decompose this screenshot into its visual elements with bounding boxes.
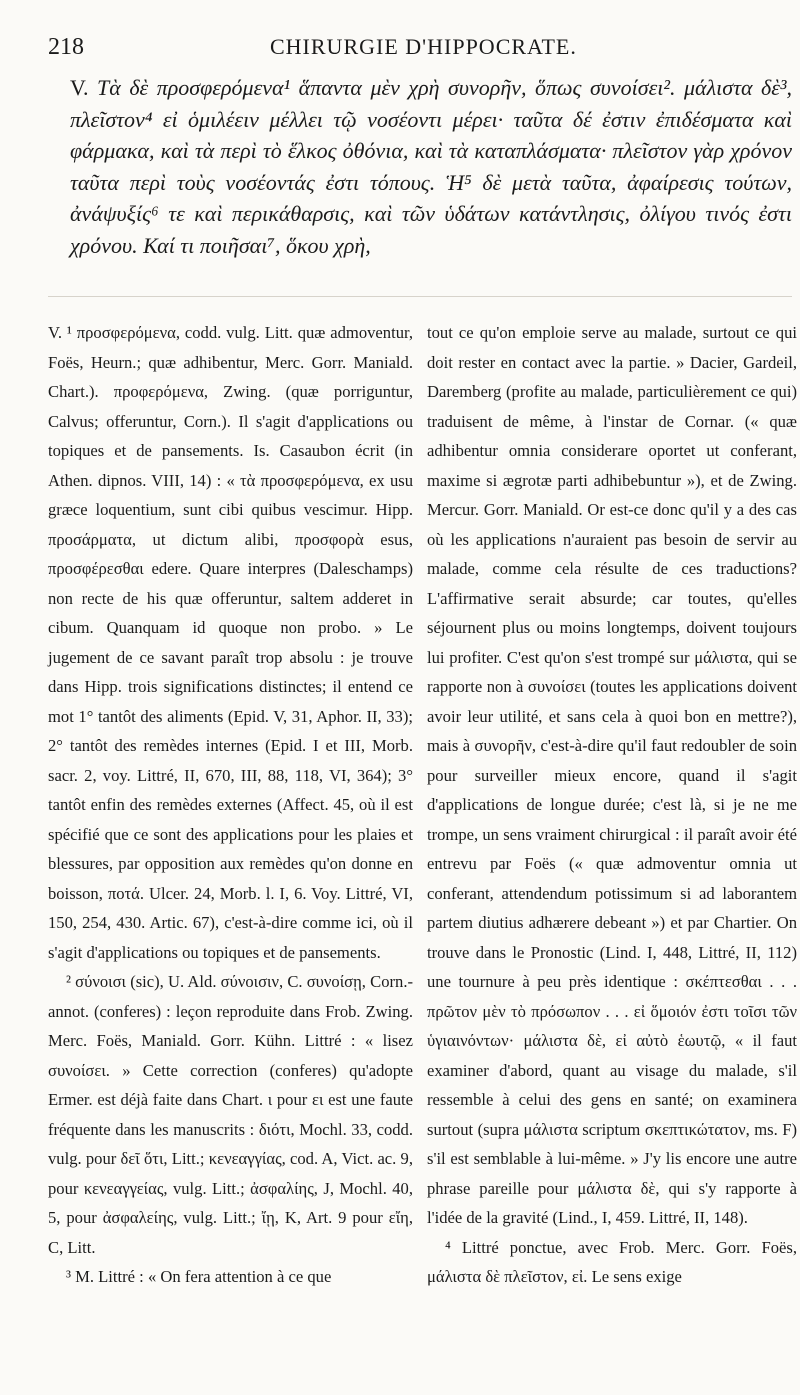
greek-main-text — [70, 72, 792, 261]
greek-paragraph: Τὰ δὲ προσφερόμενα¹ ἅπαντα μὲν χρὴ συνορῆν, ὅπως συνοίσει². μάλιστα δὲ³, πλεῖστον⁴ εἰ ὁμιλέειν μέλλει τῷ νοσέοντι μέρει· ταῦτα δέ ἐστιν ἐπιδέσματα καὶ φάρμακα, καὶ τὰ περὶ τὸ ἕλκος ὀθόνια, καὶ τὰ καταπλάσματα· πλεῖστον γὰρ χρόνον ταῦτα περὶ τοὺς νοσέοντάς ἐστι τόπους. Ἡ⁵ δὲ μετὰ ταῦτα, ἀφαίρεσις τούτων, ἀνάψυξίς⁶ τε καὶ περικάθαρσις, καὶ τῶν ὑδάτων κατάντλησις, ὀλίγου τινός ἐστι χρόνου. Καί τι ποιῆσαι⁷, ὅκου χρὴ, — [70, 75, 792, 258]
notes-right-column — [427, 318, 797, 1292]
divider — [48, 296, 792, 297]
note-paragraph: ³ M. Littré : « On fera attention à ce que — [66, 1267, 332, 1286]
note-paragraph: ² σύνοισι (sic), U. Ald. σύνοισιν, C. συνοίσῃ, Corn.-annot. (conferes) : leçon reproduite dans Frob. Zwing. Merc. Foës, Maniald. Gorr. Kühn. Littré : « lisez συνοίσει. » Cette correction (conferes) qu'adopte Ermer. est déjà faite dans Chart. ι pour ει est une faute fréquente dans les manuscrits : διότι, Mochl. 33, codd. vulg. pour δεῖ ὅτι, Litt.; κενεαγγίας, cod. A, Vict. ac. 9, pour κενεαγγείας, vulg. Litt.; ἀσφαλίης, J, Mochl. 40, 5, pour ἀσφαλείης, vulg. Litt.; ἴῃ, K, Art. 9 pour εἴη, C, Litt. — [48, 972, 413, 1257]
section-number: V. — [70, 75, 98, 100]
note-paragraph: tout ce qu'on emploie serve au malade, surtout ce qui doit rester en contact avec la partie. » Dacier, Gardeil, Daremberg (profite au malade, particulièrement ce qui) traduisent de même, à l'instar de Cornar. (« quæ adhibentur omnia considerare oportet ut conferant, maxime si ægrotæ parti adhibebuntur »), et de Zwing. Mercur. Gorr. Maniald. Or est-ce donc qu'il y a des cas où les applications n'auraient pas besoin de servir au malade, comme cela résulte de ces traductions? L'affirmative serait absurde; car toutes, qu'elles séjournent plus ou moins longtemps, doivent toujours lui profiter. C'est qu'on s'est trompé sur μάλιστα, qui se rapporte non à συνοίσει (toutes les applications doivent avoir leur utilité, et sans cela à quoi bon en mettre?), mais à συνορῆν, c'est-à-dire qu'il faut redoubler de soin pour surveiller mieux encore, quand il s'agit d'applications de longue durée; c'est là, si je ne me trompe, un sens vraiment chirurgical : il paraît avoir été entrevu par Foës (« quæ admoventur omnia ut conferant, attendendum potissimum si ad laborantem partem diutius adhærere debeant ») et par Chartier. On trouve dans le Pronostic (Lind. I, 448, Littré, II, 112) une tournure à peu près identique : σκέπτεσθαι . . . πρῶτον μὲν τὸ πρόσωπον . . . εἰ ὅμοιόν ἐστι τοῖσι τῶν ὑγιαινόντων· μάλιστα δὲ, εἰ αὐτὸ ἑωυτῷ, « il faut examiner d'abord, quant au visage du malade, s'il ressemble à celui des gens en santé; on examinera surtout (supra μάλιστα scriptum σκεπτικώτατον, ms. F) s'il est semblable à lui-même. » J'y lis encore une autre phrase pareille pour μάλιστα δὲ, qui s'y rapporte à l'idée de la gravité (Lind., I, 459. Littré, II, 148). — [427, 323, 797, 1227]
notes-left-column — [48, 318, 413, 1292]
page-number: 218 — [48, 34, 84, 60]
note-paragraph: ⁴ Littré ponctue, avec Frob. Merc. Gorr. Foës, μάλιστα δὲ πλεῖστον, εἰ. Le sens exige — [427, 1237, 797, 1286]
running-title: CHIRURGIE D'HIPPOCRATE. — [270, 34, 577, 59]
page-header — [48, 34, 778, 64]
note-paragraph: V. ¹ προσφερόμενα, codd. vulg. Litt. quæ admoventur, Foës, Heurn.; quæ adhibentur, Merc. Gorr. Maniald. Chart.). προφερόμενα, Zwing. (quæ porriguntur, Calvus; offeruntur, Corn.). Il s'agit d'applications ou topiques et de pansements. Is. Casaubon écrit (in Athen. dipnos. VIII, 14) : « τὰ προσφερόμενα, ex usu græce loquentium, sunt cibi quibus vescimur. Hipp. προσάρματα, ut dictum alibi, προσφορὰ esus, προσφέρεσθαι edere. Quare interpres (Daleschamps) non recte de his quæ offeruntur, saltem adderet in cibum. Quanquam id quoque non probo. » Le jugement de ce savant paraît trop absolu : je trouve dans Hipp. trois significations distinctes; il entend ce mot 1° tantôt des aliments (Epid. V, 31, Aphor. II, 33); 2° tantôt des remèdes internes (Epid. I et III, Morb. sacr. 2, voy. Littré, II, 670, III, 88, 118, VI, 364); 3° tantôt enfin des remèdes externes (Affect. 45, où il est spécifié que ce sont des applications pour les plaies et blessures, par opposition aux remèdes qu'on donne en boisson, ποτά. Ulcer. 24, Morb. l. I, 6. Voy. Littré, VI, 150, 254, 430. Artic. 67), c'est-à-dire comme ici, où il s'agit d'applications ou topiques et de pansements. — [48, 323, 413, 962]
